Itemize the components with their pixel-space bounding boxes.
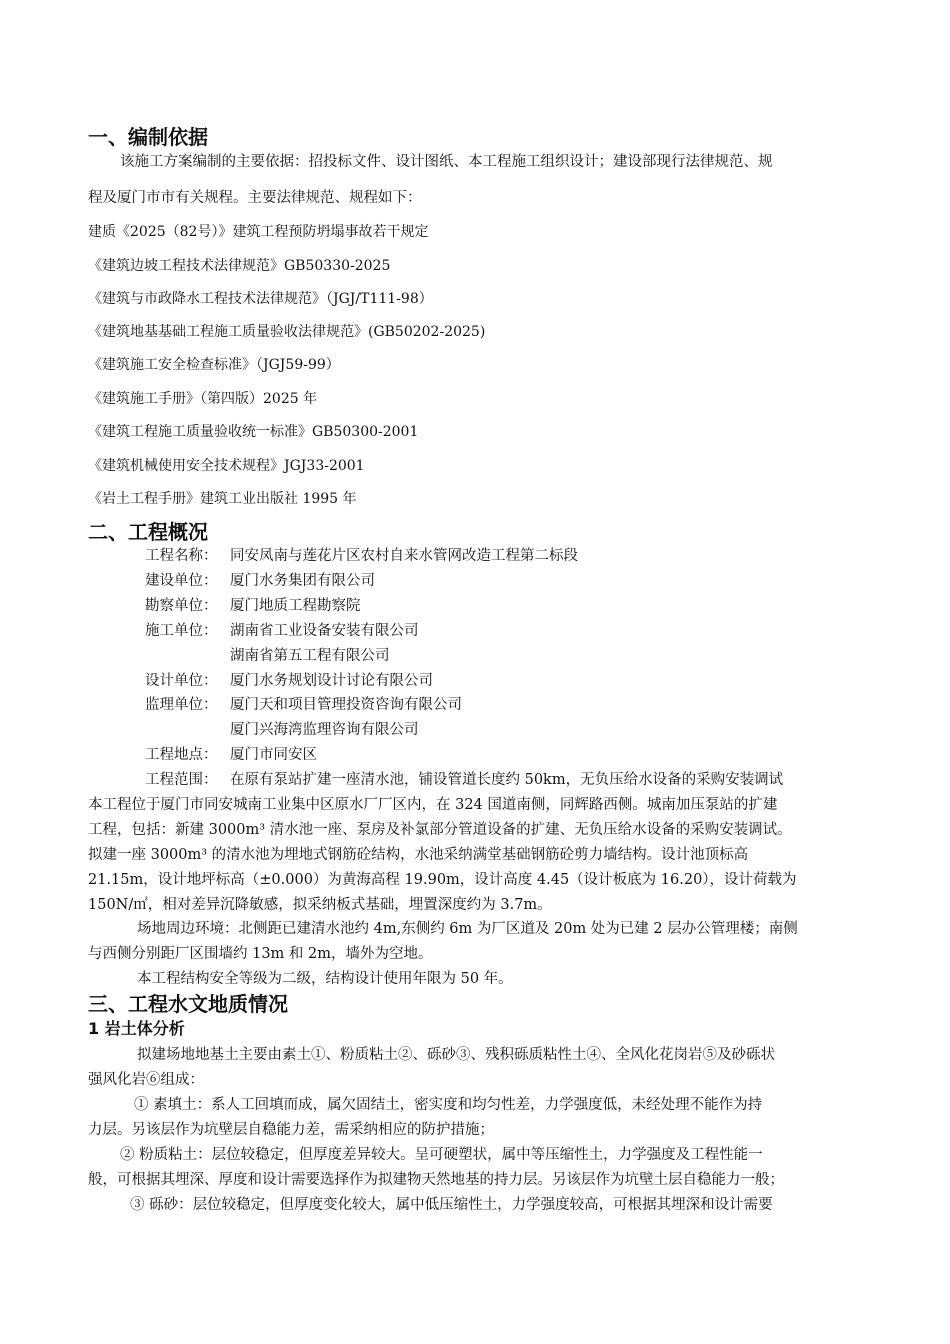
supervisor-value-2: 厦门兴海湾监理咨询有限公司 xyxy=(230,722,419,738)
design-value: 厦门水务规划设计讨论有限公司 xyxy=(230,673,433,689)
owner-value: 厦门水务集团有限公司 xyxy=(230,573,375,589)
description-line: 工程，包括：新建 3000m³ 清水池一座、泵房及补氯部分管道设备的扩建、无负压给水设备的采购安装调试。 xyxy=(88,822,792,838)
environment-line-1: 场地周边环境：北侧距已建清水池约 4m,东侧约 6m 为厂区道及 20m 处为已建 2 层办公管理楼；南侧 xyxy=(137,921,798,937)
soil-1-line-2: 力层。另该层作为坑壁层自稳能力差，需采纳相应的防护措施； xyxy=(88,1122,494,1138)
standard-item: 建质《2025（82号）》建筑工程预防坍塌事故若干规定 xyxy=(88,224,429,240)
owner-label: 建设单位： xyxy=(145,573,218,589)
subsection-1-heading: 1 岩土体分析 xyxy=(88,1019,185,1038)
section-1-intro-line-2: 程及厦门市市有关规程。主要法律规范、规程如下： xyxy=(88,190,422,206)
design-label: 设计单位： xyxy=(145,673,218,689)
standard-item: 《建筑工程施工质量验收统一标准》GB50300-2001 xyxy=(88,424,419,440)
location-label: 工程地点： xyxy=(145,747,218,763)
soil-intro-line-1: 拟建场地地基土主要由素土①、粉质粘土②、砾砂③、残积砾质粘性土④、全风化花岗岩⑤及砂砾状 xyxy=(137,1047,775,1063)
project-name-label: 工程名称： xyxy=(145,548,218,564)
contractor-value-2: 湖南省第五工程有限公司 xyxy=(230,648,390,664)
survey-label: 勘察单位： xyxy=(145,598,218,614)
standard-item: 《建筑机械使用安全技术规程》JGJ33-2001 xyxy=(88,458,365,474)
standard-item: 《建筑边坡工程技术法律规范》GB50330-2025 xyxy=(88,258,391,274)
project-name-row xyxy=(145,546,578,566)
contractor-label: 施工单位： xyxy=(145,623,218,639)
standard-item: 《建筑与市政降水工程技术法律规范》（JGJ/T111-98） xyxy=(88,291,433,307)
section-3-heading: 三、工程水文地质情况 xyxy=(88,992,288,1016)
description-line: 本工程位于厦门市同安城南工业集中区原水厂厂区内，在 324 国道南侧，同辉路西侧。城南加压泵站的扩建 xyxy=(88,797,778,813)
standard-item: 《建筑施工安全检查标准》（JGJ59-99） xyxy=(88,357,340,373)
description-line: 150N/㎡，相对差异沉降敏感，拟采纳板式基础，埋置深度约为 3.7m。 xyxy=(88,897,552,913)
project-name-value: 同安凤南与莲花片区农村自来水管网改造工程第二标段 xyxy=(230,548,578,564)
description-line: 21.15m，设计地坪标高（±0.000）为黄海高程 19.90m，设计高度 4.45（设计板底为 16.20），设计荷载为 xyxy=(88,872,797,888)
supervisor-label: 监理单位： xyxy=(145,697,218,713)
supervisor-row xyxy=(145,695,462,715)
standard-item: 《岩土工程手册》建筑工业出版社 1995 年 xyxy=(88,491,357,507)
soil-3-line-1: ③ 砾砂：层位较稳定，但厚度变化较大，属中低压缩性土，力学强度较高，可根据其埋深和设计需要 xyxy=(130,1197,773,1213)
soil-1-line-1: ① 素填土：系人工回填而成，属欠固结土，密实度和均匀性差，力学强度低，未经处理不能作为持 xyxy=(134,1097,763,1113)
contractor-value-1: 湖南省工业设备安装有限公司 xyxy=(230,623,419,639)
section-1-intro-line-1: 该施工方案编制的主要依据：招投标文件、设计图纸、本工程施工组织设计；建设部现行法律规范、规 xyxy=(120,154,773,170)
survey-row xyxy=(145,596,361,616)
soil-2-line-1: ② 粉质粘土：层位较稳定，但厚度差异较大。呈可硬塑状，属中等压缩性土，力学强度及工程性能一 xyxy=(120,1147,763,1163)
safety-statement: 本工程结构安全等级为二级，结构设计使用年限为 50 年。 xyxy=(137,971,513,987)
survey-value: 厦门地质工程勘察院 xyxy=(230,598,361,614)
location-row xyxy=(145,745,317,765)
standard-item: 《建筑施工手册》（第四版）2025 年 xyxy=(88,391,318,407)
location-value: 厦门市同安区 xyxy=(230,747,317,763)
scope-label: 工程范围： xyxy=(145,772,218,788)
contractor-row xyxy=(145,621,419,641)
scope-row xyxy=(145,770,783,790)
scope-value: 在原有泵站扩建一座清水池，铺设管道长度约 50km，无负压给水设备的采购安装调试 xyxy=(230,772,784,788)
section-2-heading: 二、工程概况 xyxy=(88,520,208,544)
design-row xyxy=(145,671,433,691)
supervisor-value-1: 厦门天和项目管理投资咨询有限公司 xyxy=(230,697,462,713)
description-line: 拟建一座 3000m³ 的清水池为埋地式钢筋砼结构，水池采纳满堂基础钢筋砼剪力墙结构。设计池顶标高 xyxy=(88,847,749,863)
soil-2-line-2: 般，可根据其埋深、厚度和设计需要选择作为拟建物天然地基的持力层。另该层作为坑壁土层自稳能力一般； xyxy=(88,1172,784,1188)
section-1-heading: 一、编制依据 xyxy=(88,125,208,149)
soil-intro-line-2: 强风化岩⑥组成： xyxy=(88,1072,204,1088)
environment-line-2: 与西侧分别距厂区围墙约 13m 和 2m，墙外为空地。 xyxy=(88,946,433,962)
standard-item: 《建筑地基基础工程施工质量验收法律规范》(GB50202-2025) xyxy=(88,324,486,340)
owner-row xyxy=(145,571,375,591)
